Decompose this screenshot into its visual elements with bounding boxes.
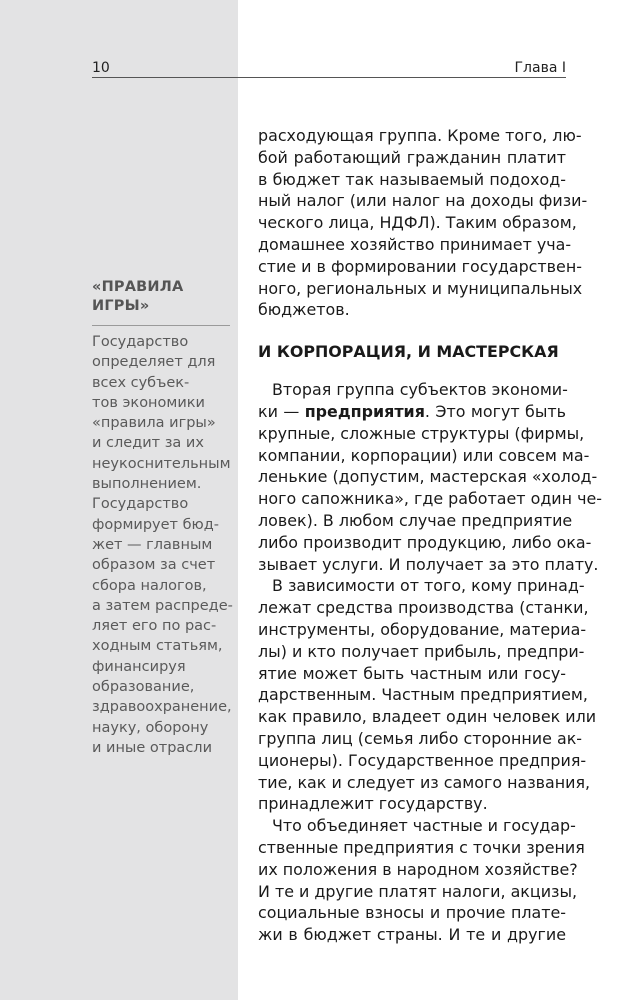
paragraph-4 xyxy=(258,815,585,946)
running-header xyxy=(92,60,566,78)
sidebar-line: Государство xyxy=(92,496,189,513)
text-line: Что объединяет частные и государ- xyxy=(272,816,576,836)
sidebar-line: образование, xyxy=(92,679,195,696)
sidebar-line: образом за счет xyxy=(92,557,216,574)
sidebar-line: здравоохранение, xyxy=(92,699,232,716)
sidebar-note xyxy=(92,278,233,758)
sidebar-line: финансируя xyxy=(92,658,186,675)
text-run: . Это могут быть xyxy=(424,401,567,421)
text-line: ционеры). Государственное предприя- xyxy=(258,750,587,770)
text-line: бюджетов. xyxy=(258,300,350,320)
text-line: их положения в народном хозяйстве? xyxy=(258,859,578,879)
page-number: 10 xyxy=(92,60,110,76)
text-line: ный налог (или налог на доходы физи- xyxy=(258,191,588,211)
paragraph-1 xyxy=(258,125,588,321)
text-line: домашнее хозяйство принимает уча- xyxy=(258,234,572,254)
text-line: группа лиц (семья либо сторонние ак- xyxy=(258,728,583,748)
sidebar-line: сбора налогов, xyxy=(92,577,207,594)
text-line: в бюджет так называемый подоход- xyxy=(258,169,566,189)
bold-term: предприятия xyxy=(304,401,425,421)
paragraph-3 xyxy=(258,575,597,815)
text-line: как правило, владеет один человек или xyxy=(258,707,597,727)
sidebar-line: выполнением. xyxy=(92,476,202,493)
text-line: лежат средства производства (станки, xyxy=(258,598,589,618)
sidebar-line: а затем распреде- xyxy=(92,597,233,614)
main-text xyxy=(258,125,602,946)
sidebar-line: неукоснительным xyxy=(92,455,231,472)
text-line: социальные взносы и прочие плате- xyxy=(258,903,566,923)
text-line: лы) и кто получает прибыль, предпри- xyxy=(258,641,585,661)
sidebar-line: науку, оборону xyxy=(92,719,209,736)
text-line: И те и другие платят налоги, акцизы, xyxy=(258,881,578,901)
text-line xyxy=(258,401,566,423)
sidebar-line: жет — главным xyxy=(92,536,213,553)
sidebar-line: определяет для xyxy=(92,354,216,371)
text-line: ленькие (допустим, мастерская «холод- xyxy=(258,467,598,487)
sidebar-body xyxy=(92,332,233,758)
text-line: расходующая группа. Кроме того, лю- xyxy=(258,126,582,145)
text-line: принадлежит государству. xyxy=(258,794,488,814)
text-run: ки — xyxy=(258,401,305,421)
text-line: инструменты, оборудование, материа- xyxy=(258,619,587,639)
sidebar-line: Государство xyxy=(92,334,189,350)
section-heading: И КОРПОРАЦИЯ, И МАСТЕРСКАЯ xyxy=(258,342,559,362)
sidebar-title xyxy=(92,278,230,316)
sidebar-line: формирует бюд- xyxy=(92,516,220,533)
sidebar-line: и следит за их xyxy=(92,435,204,452)
text-line: ственные предприятия с точки зрения xyxy=(258,837,585,857)
sidebar-line: ходным статьям, xyxy=(92,638,223,655)
sidebar-divider xyxy=(92,325,230,326)
text-line: ного сапожника», где работает один че- xyxy=(258,489,602,509)
text-line: стие и в формировании государствен- xyxy=(258,256,582,276)
header-rule xyxy=(92,77,566,78)
text-line: крупные, сложные структуры (фирмы, xyxy=(258,423,585,443)
sidebar-title-line: ИГРЫ» xyxy=(92,298,150,314)
text-line: бой работающий гражданин платит xyxy=(258,147,566,167)
text-line: жи в бюджет страны. И те и другие xyxy=(258,925,566,945)
sidebar-title-line: «ПРАВИЛА xyxy=(92,279,184,295)
text-line: ятие может быть частным или госу- xyxy=(258,663,566,683)
sidebar-line: «правила игры» xyxy=(92,415,216,432)
text-line: В зависимости от того, кому принад- xyxy=(272,576,585,596)
sidebar-line: тов экономики xyxy=(92,394,205,411)
text-line: ловек). В любом случае предприятие xyxy=(258,510,573,530)
text-line: либо производит продукцию, либо ока- xyxy=(258,532,592,552)
chapter-label: Глава I xyxy=(514,60,566,76)
text-line: зывает услуги. И получает за это плату. xyxy=(258,554,599,574)
text-line: ного, региональных и муниципальных xyxy=(258,278,583,298)
sidebar-line: и иные отрасли xyxy=(92,739,212,756)
text-line: тие, как и следует из самого названия, xyxy=(258,772,591,792)
sidebar-line: ляет его по рас- xyxy=(92,618,217,635)
sidebar-line: всех субъек- xyxy=(92,374,190,391)
paragraph-2 xyxy=(258,379,602,575)
text-line: ческого лица, НДФЛ). Таким образом, xyxy=(258,213,577,233)
text-line: компании, корпорации) или совсем ма- xyxy=(258,445,590,465)
text-line: Вторая группа субъектов экономи- xyxy=(272,380,568,400)
text-line: дарственным. Частным предприятием, xyxy=(258,685,588,705)
